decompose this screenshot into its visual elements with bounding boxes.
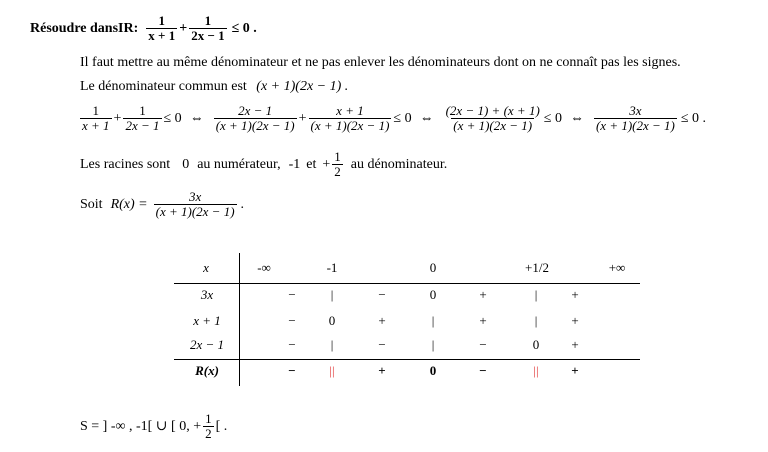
sign-cell: + — [479, 287, 487, 302]
eq-fraction-d: $\frac{x + 1}{(x + 1)(2x - 1)}$ — [310, 103, 390, 133]
equivalence-chain: $\frac{1}{x + 1}$ + $\frac{1}{2x - 1}$ ≤ 0 ⇔ $\frac{2x - 1}{(x + 1)(2x - 1)}$ + $\frac{x + 1}{(x + 1)(2x - 1)}$ ≤ 0 ⇔ $\frac{(2x - 1) + (x + 1)}{(x + 1)(2x - 1)}$ ≤ 0 ⇔ $\frac{3x}{(x + 1)(2x - 1)}$ ≤ 0 . — [82, 103, 707, 133]
sign-cell: | — [431, 313, 435, 328]
title-plus: + — [179, 20, 188, 36]
sign-cell: + — [571, 337, 579, 352]
sign-cell: − — [479, 363, 487, 378]
row-label: 3x — [200, 287, 214, 302]
eq-fraction-f: $\frac{3x}{(x + 1)(2x - 1)}$ — [595, 103, 675, 133]
eq-fraction-b: $\frac{1}{2x - 1}$ — [125, 103, 160, 133]
solution-set: S = ] -∞ , -1[ ∪ [ 0, + $\frac{1}{2}$ [ . — [80, 411, 228, 441]
iff-symbol: ⇔ — [189, 110, 204, 126]
sign-cell: + — [378, 363, 386, 378]
header-minus-infinity: -∞ — [257, 260, 271, 275]
eq-fraction-a: $\frac{1}{x + 1}$ — [82, 103, 110, 133]
sign-cell: − — [479, 337, 487, 352]
sign-cell: − — [378, 287, 386, 302]
sign-cell: || — [329, 363, 335, 378]
header-one-half: +1/2 — [525, 260, 549, 275]
row-label: x + 1 — [193, 313, 221, 328]
sign-cell: + — [571, 313, 579, 328]
eq-fraction-c: $\frac{2x - 1}{(x + 1)(2x - 1)}$ — [215, 103, 295, 133]
title-tail: ≤ 0 . — [231, 20, 257, 36]
rx-definition: Soit R(x) = $\frac{3x}{(x + 1)(2x - 1)}$ . — [80, 189, 245, 219]
sign-cell: 0 — [328, 313, 336, 328]
row-label: 2x − 1 — [189, 337, 225, 352]
sign-cell: 0 — [532, 337, 540, 352]
header-plus-infinity: +∞ — [608, 260, 626, 275]
title-fraction-1: $\frac{1}{x + 1}$ — [148, 13, 176, 43]
sign-cell: + — [378, 313, 386, 328]
sign-cell: − — [288, 337, 296, 352]
roots-text: Les racines sont 0 au numérateur, -1 et + $\frac{1}{2}$ au dénominateur. — [80, 149, 448, 179]
sign-cell: + — [571, 363, 579, 378]
sign-cell: | — [431, 337, 435, 352]
sign-cell: − — [288, 287, 296, 302]
solution-half-fraction: $\frac{1}{2}$ — [205, 411, 212, 441]
sign-cell: − — [378, 337, 386, 352]
iff-symbol: ⇔ — [419, 110, 434, 126]
instruction-text: Il faut mettre au même dénominateur et ne pas enlever les dénominateurs dont on ne connaît pas les signes. — [80, 55, 681, 70]
real-set-symbol: IR — [118, 20, 134, 36]
common-denominator-text: Le dénominateur commun est (x + 1)(2x − 1) . — [80, 79, 349, 94]
sign-cell: || — [533, 363, 539, 378]
table-vertical-line — [239, 253, 240, 386]
sign-cell: 0 — [429, 287, 437, 302]
title-prefix: Résoudre dans — [30, 20, 119, 36]
iff-symbol: ⇔ — [569, 110, 584, 126]
sign-cell: − — [288, 313, 296, 328]
header-minus-one: -1 — [326, 260, 338, 275]
header-x: x — [203, 260, 209, 275]
problem-title — [30, 14, 257, 43]
sign-cell: | — [534, 287, 538, 302]
sign-cell: | — [330, 287, 334, 302]
table-header-line — [174, 283, 640, 284]
sign-cell: | — [330, 337, 334, 352]
sign-cell: + — [571, 287, 579, 302]
title-colon: : — [133, 20, 139, 36]
sign-cell: 0 — [429, 363, 437, 378]
sign-cell: + — [479, 313, 487, 328]
header-zero: 0 — [429, 260, 437, 275]
roots-half-fraction: $\frac{1}{2}$ — [334, 149, 341, 179]
rx-fraction: $\frac{3x}{(x + 1)(2x - 1)}$ — [155, 189, 235, 219]
sign-cell: | — [534, 313, 538, 328]
eq-fraction-e: $\frac{(2x - 1) + (x + 1)}{(x + 1)(2x - 1)}$ — [445, 103, 540, 133]
table-bottom-line — [174, 359, 640, 360]
sign-cell: − — [288, 363, 296, 378]
title-fraction-2: $\frac{1}{2x - 1}$ — [191, 13, 225, 43]
row-label: R(x) — [195, 363, 219, 378]
